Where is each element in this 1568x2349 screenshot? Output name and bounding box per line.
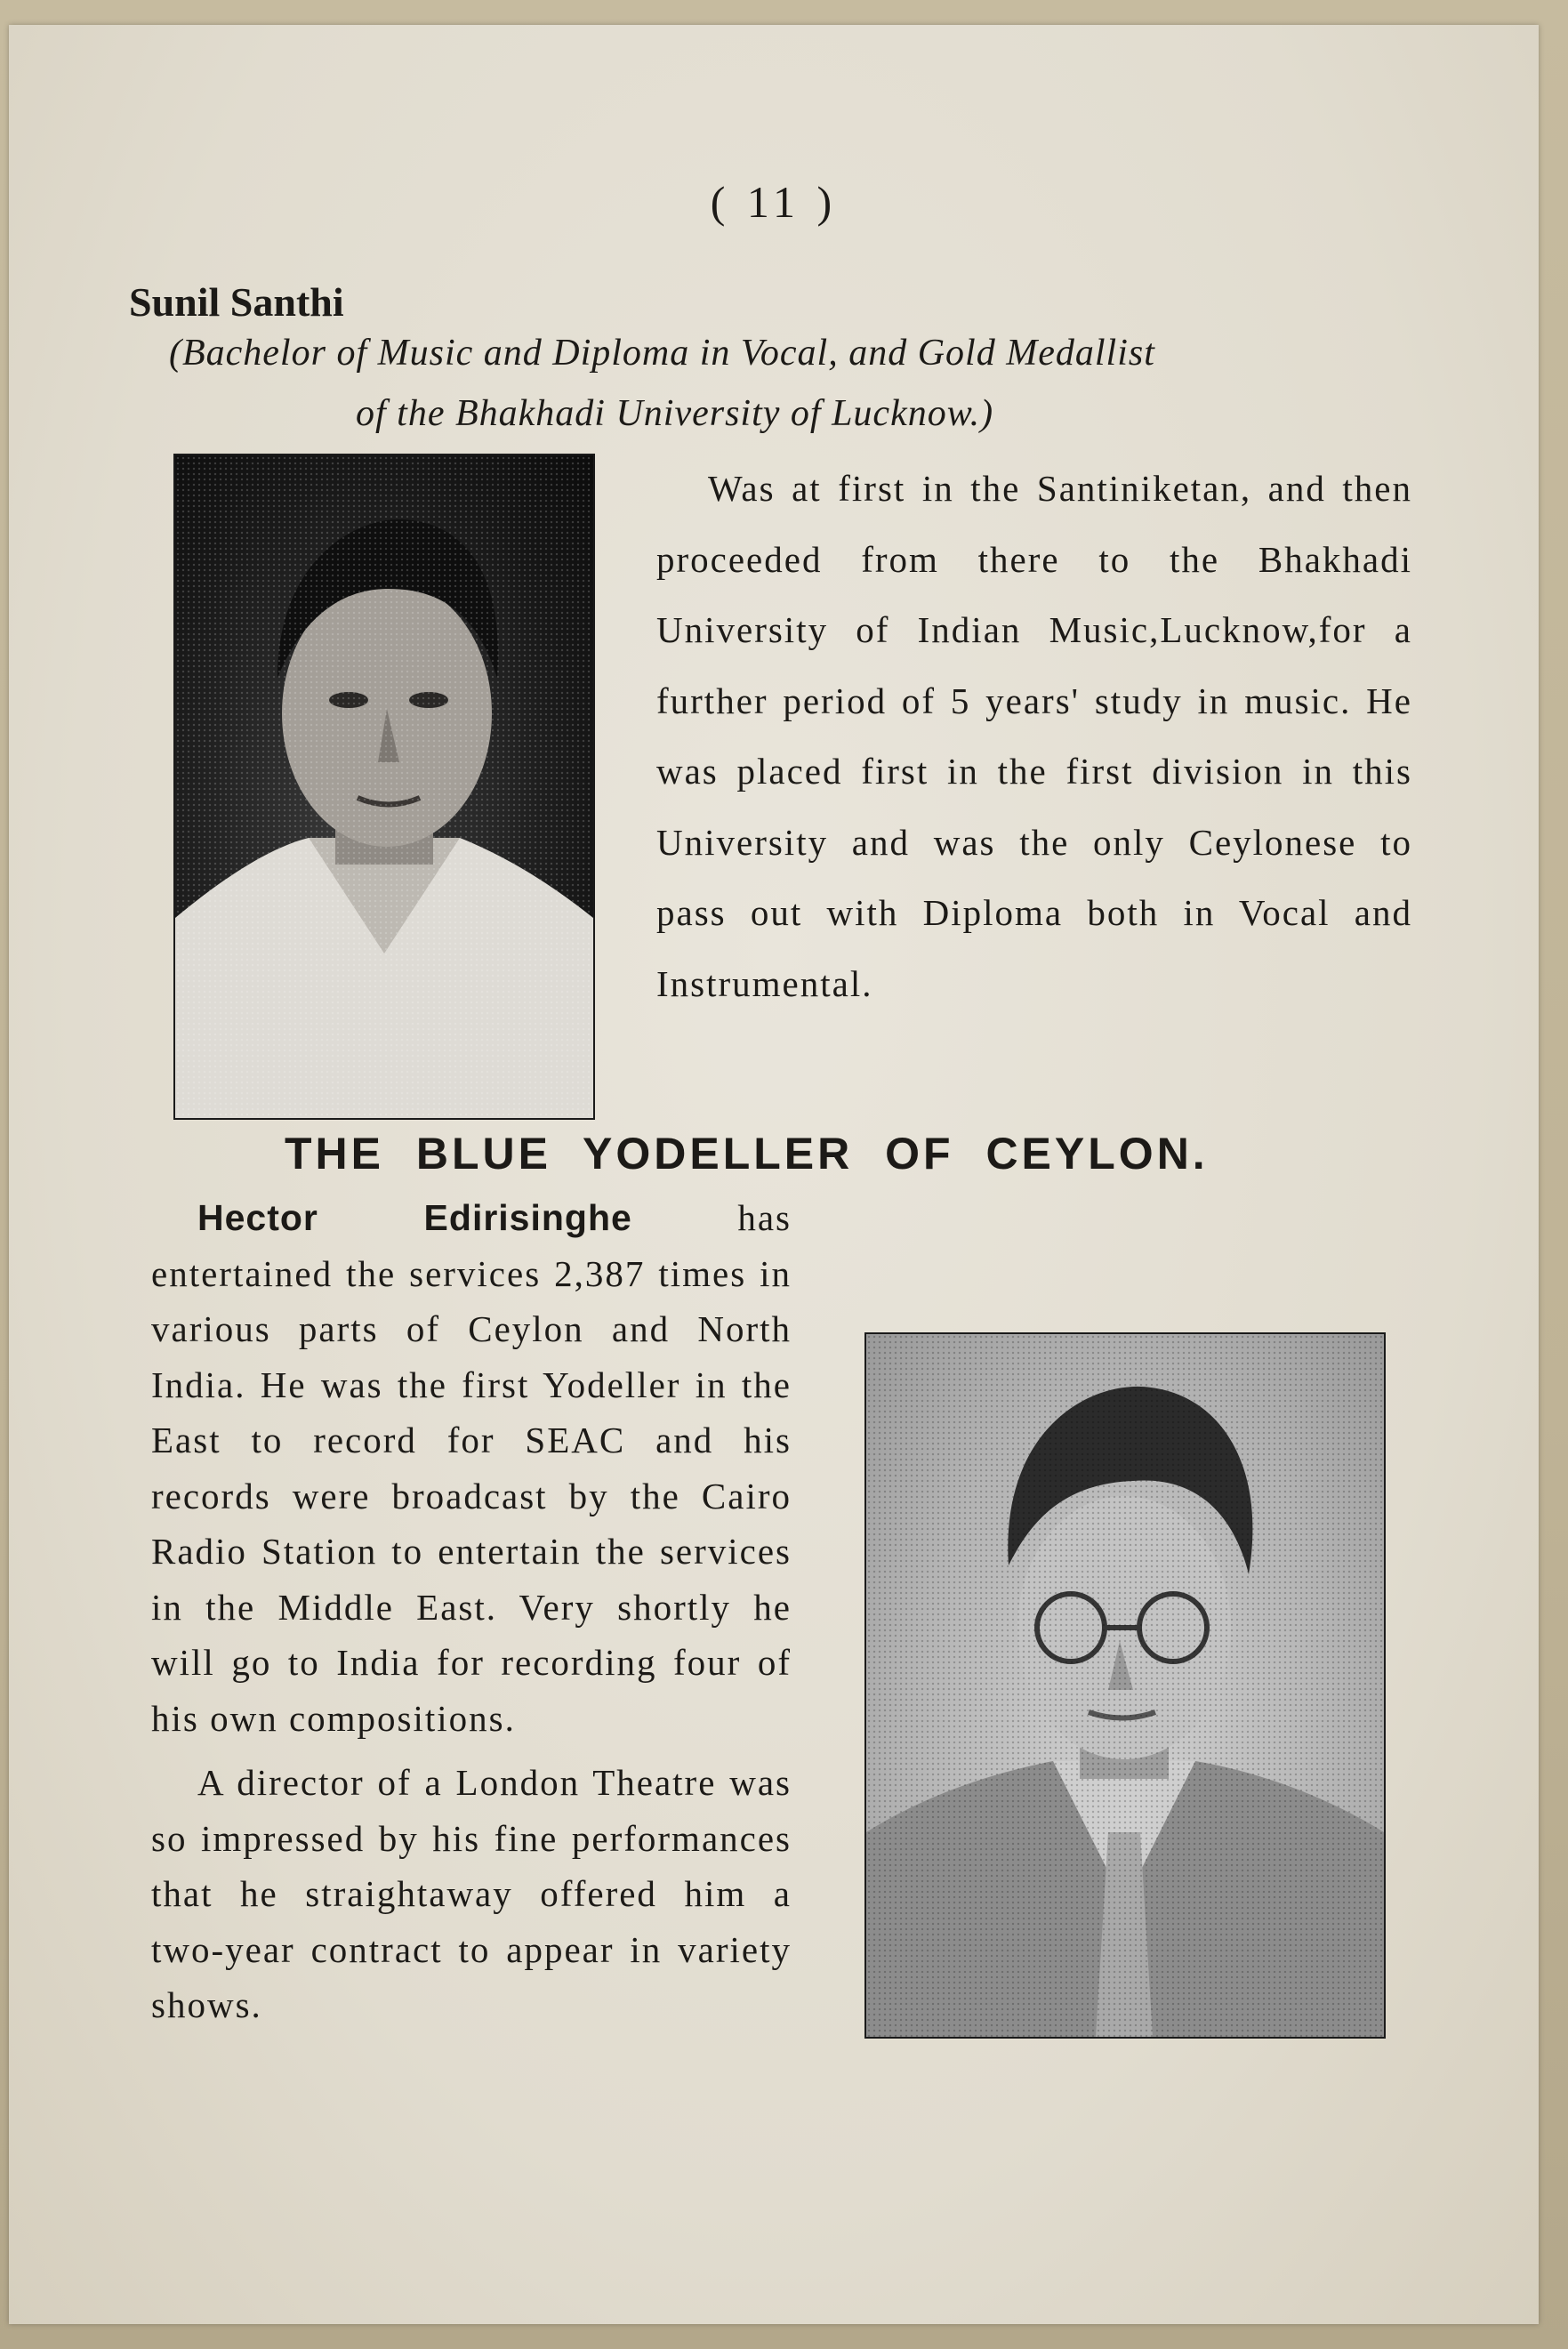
bio-paragraph-1-text: has entertained the services 2,387 times in various parts of Ceylon and North India. He was the first Yodeller in the East to record for SEAC and his records were broadcast by the Cairo Radio Station to entertain the services in the Middle East. Very shortly he will go to India for recording four of his own compositions. — [151, 1197, 792, 1739]
credentials-note — [169, 323, 1370, 444]
portrait-drawing — [175, 455, 593, 1118]
credentials-line-2: of the Bhakhadi University of Lucknow.) — [356, 393, 994, 434]
bio-paragraph-2: A director of a London Theatre was so impressed by his fine performances that he straightaway offered him a two-year contract to appear in variety shows. — [151, 1762, 792, 2025]
portrait-drawing — [866, 1334, 1384, 2037]
bio-paragraph-1 — [151, 1190, 792, 1746]
portrait-photo-sunil-santhi — [173, 454, 595, 1120]
credentials-line-1: (Bachelor of Music and Diploma in Vocal, and Gold Medallist — [169, 333, 1155, 374]
bio-hector-edirisinghe — [151, 1190, 792, 2033]
page-number: ( 11 ) — [710, 177, 838, 227]
person-name-hector-edirisinghe: Hector Edirisinghe — [197, 1197, 632, 1238]
section-headline: THE BLUE YODELLER OF CEYLON. — [285, 1129, 1209, 1179]
document-page — [9, 25, 1539, 2324]
person-name-sunil-santhi: Sunil Santhi — [129, 279, 344, 325]
bio-sunil-santhi — [656, 454, 1412, 1019]
portrait-photo-hector-edirisinghe — [864, 1332, 1386, 2039]
bio-paragraph: Was at first in the Santiniketan, and then proceeded from there to the Bhakhadi University of Indian Music,Lucknow,for a further period of 5 years' study in music. He was placed first in the first division in this University and was the only Ceylonese to pass out with Diploma both in Vocal and Instrumental. — [656, 468, 1412, 1004]
